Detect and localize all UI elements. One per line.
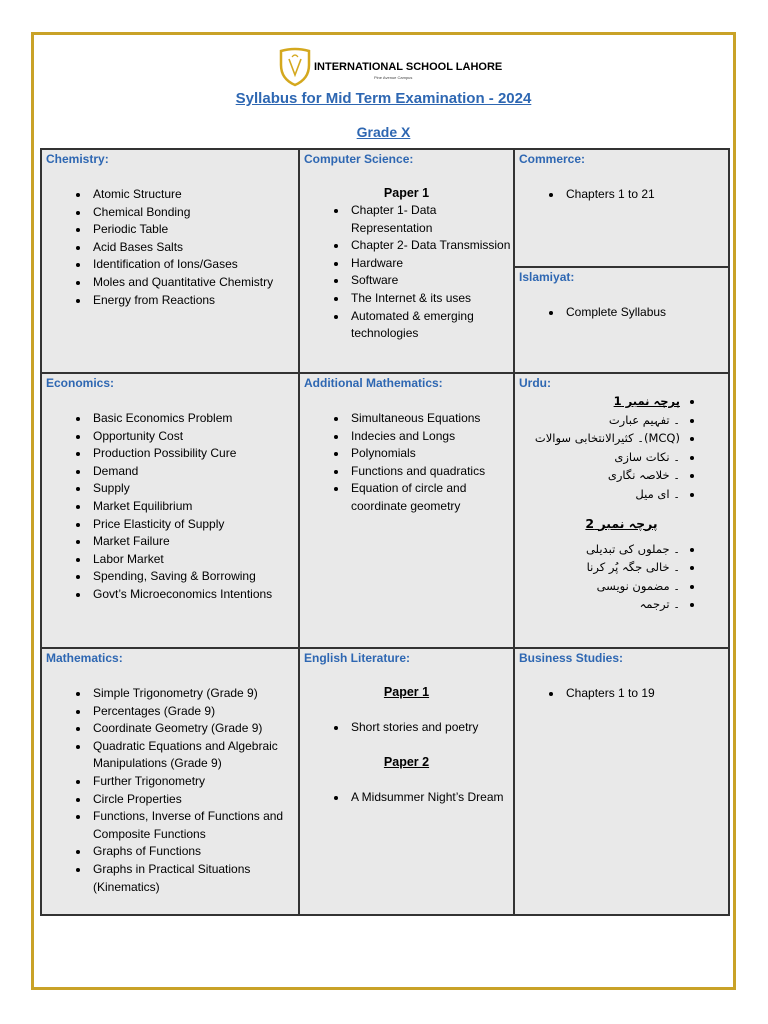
list-item: • Functions, Inverse of Functions and Composite Functions (90, 808, 298, 843)
campus-name: Pine Avenue Campus (374, 75, 413, 80)
list-item: • Chapters 1 to 21 (563, 186, 728, 204)
list-item: • Chemical Bonding (90, 204, 298, 222)
business-studies-title: Business Studies: (519, 651, 624, 665)
list-item: • Market Failure (90, 533, 298, 551)
additional-math-title: Additional Mathematics: (304, 376, 443, 390)
list-item: • Demand (90, 463, 298, 481)
urdu-cell (514, 373, 729, 648)
list-item: • Further Trigonometry (90, 773, 298, 791)
list-item: • Acid Bases Salts (90, 239, 298, 257)
list-item: • Supply (90, 480, 298, 498)
list-item: • ۔ خلاصہ نگاری (521, 466, 680, 485)
economics-title: Economics: (46, 376, 115, 390)
commerce-list (515, 186, 728, 204)
additional-math-list (300, 410, 513, 516)
urdu-paper2-list (515, 540, 728, 614)
commerce-cell (515, 150, 728, 268)
list-item: • Circle Properties (90, 791, 298, 809)
list-item: • A Midsummer Night’s Dream (348, 789, 513, 807)
list-item: • Simple Trigonometry (Grade 9) (90, 685, 298, 703)
list-item: • ۔ تفہیم عبارت (521, 411, 680, 430)
list-item: • ۔ جملوں کی تبدیلی (521, 540, 680, 559)
economics-cell (41, 373, 299, 648)
islamiyat-cell (515, 268, 728, 372)
list-item: • ۔ خالی جگہ پُر کرنا (521, 558, 680, 577)
chemistry-list (42, 186, 298, 309)
islamiyat-title: Islamiyat: (519, 270, 575, 284)
page-border (31, 32, 736, 990)
list-item: • Moles and Quantitative Chemistry (90, 274, 298, 292)
commerce-title: Commerce: (519, 152, 586, 166)
list-item: • Energy from Reactions (90, 292, 298, 310)
school-name: INTERNATIONAL SCHOOL LAHORE (314, 61, 503, 73)
document-header (34, 35, 733, 150)
additional-math-cell (299, 373, 514, 648)
list-item: • Hardware (348, 255, 513, 273)
mathematics-list (42, 685, 298, 896)
urdu-paper1-heading: • پرچہ نمبر 1 (521, 392, 680, 411)
urdu-paper2-heading: پرچہ نمبر 2 (585, 515, 658, 531)
list-item: • Opportunity Cost (90, 428, 298, 446)
business-studies-list (515, 685, 728, 703)
list-item: • Spending, Saving & Borrowing (90, 568, 298, 586)
document-title: Syllabus for Mid Term Examination - 2024 (235, 90, 532, 107)
list-item: • Market Equilibrium (90, 498, 298, 516)
chemistry-cell (41, 149, 299, 373)
list-item: • Periodic Table (90, 221, 298, 239)
cs-paper-label: Paper 1 (383, 186, 430, 200)
list-item: • The Internet & its uses (348, 290, 513, 308)
list-item: • Labor Market (90, 551, 298, 569)
economics-list (42, 410, 298, 604)
computer-science-title: Computer Science: (304, 152, 414, 166)
english-literature-cell (299, 648, 514, 915)
mathematics-cell (41, 648, 299, 915)
list-item: • Quadratic Equations and Algebraic Manipulations (Grade 9) (90, 738, 298, 773)
list-item: • Chapter 1- Data Representation (348, 202, 513, 237)
list-item: • Chapters 1 to 19 (563, 685, 728, 703)
list-item: • Short stories and poetry (348, 719, 513, 737)
english-paper2-list (300, 789, 513, 807)
syllabus-table (40, 148, 730, 916)
english-paper1-label: Paper 1 (383, 685, 430, 699)
list-item: • Percentages (Grade 9) (90, 703, 298, 721)
urdu-list (515, 392, 728, 411)
list-item: • Graphs of Functions (90, 843, 298, 861)
computer-science-list (300, 202, 513, 343)
list-item: • ۔ ای میل (521, 485, 680, 504)
list-item: • Software (348, 272, 513, 290)
commerce-islamiyat-cell (514, 149, 729, 373)
islamiyat-list (515, 304, 728, 322)
list-item: • Automated & emerging technologies (348, 308, 513, 343)
computer-science-cell (299, 149, 514, 373)
english-literature-title: English Literature: (304, 651, 411, 665)
list-item: • Identification of Ions/Gases (90, 256, 298, 274)
chemistry-title: Chemistry: (46, 152, 109, 166)
list-item: • Functions and quadratics (348, 463, 513, 481)
list-item: • (MCQ)۔ کثیرالانتخابی سوالات (521, 429, 680, 448)
urdu-paper1-list (515, 411, 728, 504)
list-item: • Price Elasticity of Supply (90, 516, 298, 534)
list-item: • Complete Syllabus (563, 304, 728, 322)
list-item: • Chapter 2- Data Transmission (348, 237, 513, 255)
list-item: • ۔ مضمون نویسی (521, 577, 680, 596)
list-item: • Basic Economics Problem (90, 410, 298, 428)
urdu-title: Urdu: (519, 376, 551, 390)
business-studies-cell (514, 648, 729, 915)
list-item: • Govt’s Microeconomics Intentions (90, 586, 298, 604)
list-item: • Graphs in Practical Situations (Kinematics) (90, 861, 298, 896)
list-item: • Simultaneous Equations (348, 410, 513, 428)
english-paper1-list (300, 719, 513, 737)
list-item: • ۔ ترجمہ (521, 595, 680, 614)
list-item: • Coordinate Geometry (Grade 9) (90, 720, 298, 738)
list-item: • Equation of circle and coordinate geometry (348, 480, 513, 515)
list-item: • Polynomials (348, 445, 513, 463)
list-item: • Indecies and Longs (348, 428, 513, 446)
shield-logo-icon (278, 47, 312, 87)
list-item: • Atomic Structure (90, 186, 298, 204)
list-item: • Production Possibility Cure (90, 445, 298, 463)
grade-heading: Grade X (356, 124, 411, 140)
english-paper2-label: Paper 2 (383, 754, 430, 769)
mathematics-title: Mathematics: (46, 651, 123, 665)
list-item: • ۔ نکات سازی (521, 448, 680, 467)
